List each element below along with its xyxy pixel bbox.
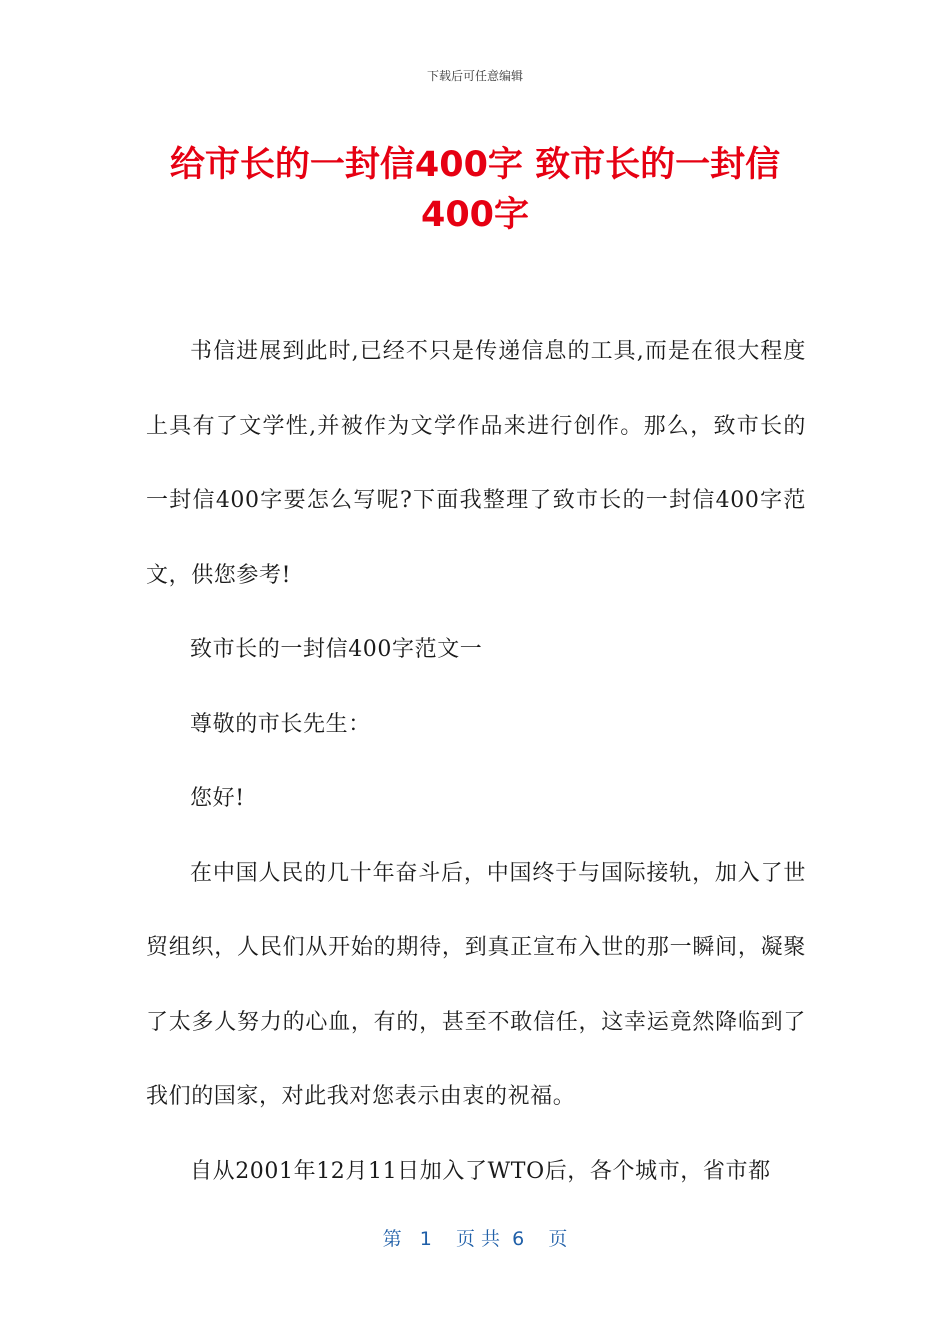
page-header-note: 下载后可任意编辑 — [426, 69, 523, 83]
paragraph-wto-accession: 在中国人民的几十年奋斗后，中国终于与国际接轨，加入了世贸组织，人民们从开始的期待，到真正宣布入世的那一瞬间，凝聚了太多人努力的心血，有的，甚至不敢信任，这幸运竟然降临到了我们的国家，对此我对您表示由衷的祝福。 — [146, 860, 806, 1109]
page-number-footer: 第 1 页 共 6 页 — [382, 1228, 568, 1250]
document-title: 给市长的一封信400字 致市长的一封信400字 — [169, 145, 781, 235]
paragraph-salutation: 尊敬的市长先生： — [190, 711, 371, 737]
paragraph-sample-heading: 致市长的一封信400字范文一 — [190, 637, 483, 662]
paragraph-since-2001: 自从2001年12月11日加入了WTO后，各个城市，省市都 — [190, 1158, 771, 1184]
paragraph-intro: 书信进展到此时,已经不只是传递信息的工具,而是在很大程度上具有了文学性,并被作为文学作品来进行创作。那么，致市长的一封信400字要怎么写呢?下面我整理了致市长的一封信400字范文，供您参考! — [146, 339, 806, 588]
document-body — [146, 315, 806, 1209]
paragraph-greeting: 您好! — [190, 786, 245, 811]
